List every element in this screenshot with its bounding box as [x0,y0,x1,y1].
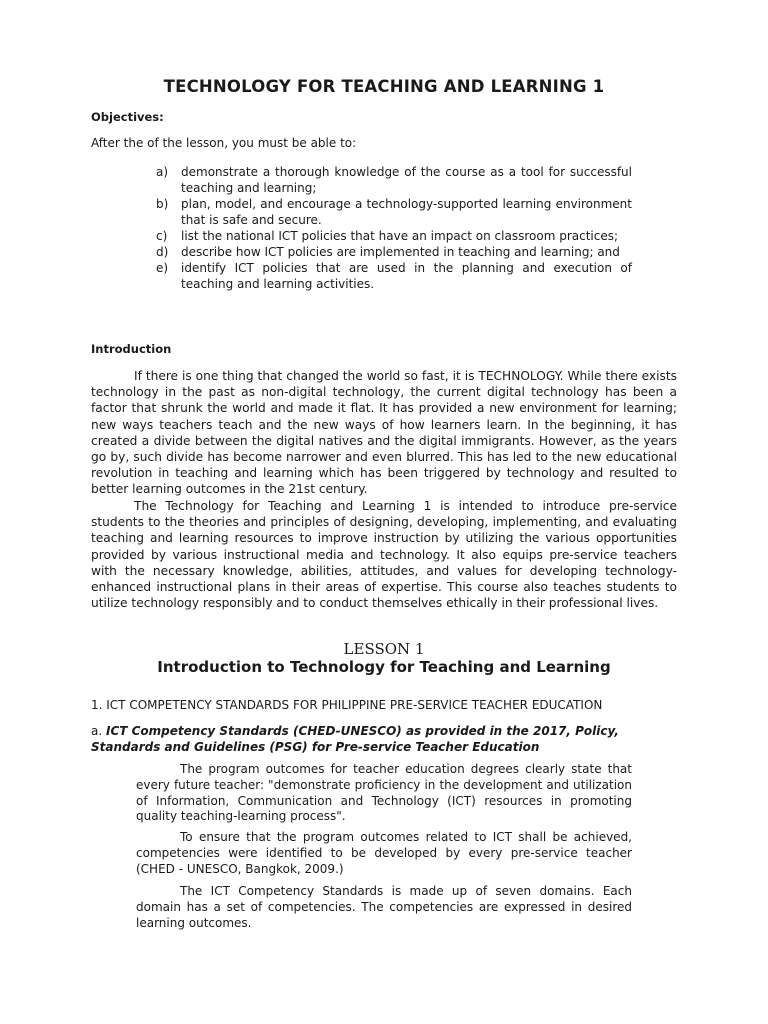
section-heading: 1. ICT COMPETENCY STANDARDS FOR PHILIPPINE PRE-SERVICE TEACHER EDUCATION [91,698,603,712]
objective-text: identify ICT policies that are used in the planning and execution of teaching and learning activities. [181,261,632,291]
introduction-paragraph-2: The Technology for Teaching and Learning 1 is intended to introduce pre-service students to the theories and principles of designing, developing, implementing, and evaluating teaching and learning resources to improve instruction by utilizing the various opportunities provided by various instructional media and technology. It also equips pre-service teachers with the necessary knowledge, abilities, attitudes, and values for developing technology-enhanced instructional plans in their areas of expertise. This course also teaches students to utilize technology responsibly and to conduct themselves ethically in their professional lives. [91,499,677,611]
subsection-prefix: a. [91,724,106,738]
objective-text: demonstrate a thorough knowledge of the course as a tool for successful teaching and learning; [181,165,632,195]
subsection-heading [91,723,677,755]
objective-item [156,196,632,228]
objective-item [156,228,632,244]
lesson-paragraph-2: To ensure that the program outcomes related to ICT shall be achieved, competencies were identified to be developed by every pre-service teacher (CHED - UNESCO, Bangkok, 2009.) [136,830,632,876]
objective-letter: c) [156,229,168,243]
objective-letter: e) [156,261,169,275]
lesson-number: LESSON 1 [343,640,425,658]
objective-letter: b) [156,197,169,211]
objective-text: describe how ICT policies are implemented in teaching and learning; and [181,245,620,259]
lesson-paragraph-3: The ICT Competency Standards is made up of seven domains. Each domain has a set of competencies. The competencies are expressed in desired learning outcomes. [136,884,632,930]
objectives-intro: After the of the lesson, you must be able to: [91,136,357,150]
objective-letter: d) [156,245,169,259]
lesson-paragraph-1: The program outcomes for teacher education degrees clearly state that every future teacher: "demonstrate proficiency in the development and utilization of Information, Communication and Technology (ICT) resources in promoting quality teaching-learning process". [136,762,632,824]
objective-item [156,260,632,292]
introduction-heading: Introduction [91,342,172,356]
document-title: TECHNOLOGY FOR TEACHING AND LEARNING 1 [163,77,605,96]
objective-item [156,244,632,260]
objectives-heading: Objectives: [91,110,164,124]
objective-item [156,164,632,196]
subsection-title: ICT Competency Standards (CHED-UNESCO) as provided in the 2017, Policy, Standards and Guidelines (PSG) for Pre-service Teacher Education [91,724,619,754]
introduction-paragraph-1: If there is one thing that changed the world so fast, it is TECHNOLOGY. While there exists technology in the past as non-digital technology, the current digital technology has been a factor that shrunk the world and made it flat. It has provided a new environment for learning; new ways teachers teach and the new ways of how learners learn. In the beginning, it has created a divide between the digital natives and the digital immigrants. However, as the years go by, such divide has become narrower and even blurred. This has led to the new educational revolution in teaching and learning which has been triggered by technology and resulted to better learning outcomes in the 21st century. [91,369,677,497]
objectives-list [156,164,632,292]
lesson-title: Introduction to Technology for Teaching and Learning [157,658,611,676]
objective-text: list the national ICT policies that have an impact on classroom practices; [181,229,619,243]
objective-text: plan, model, and encourage a technology-supported learning environment that is safe and secure. [181,197,632,227]
objective-letter: a) [156,165,169,179]
